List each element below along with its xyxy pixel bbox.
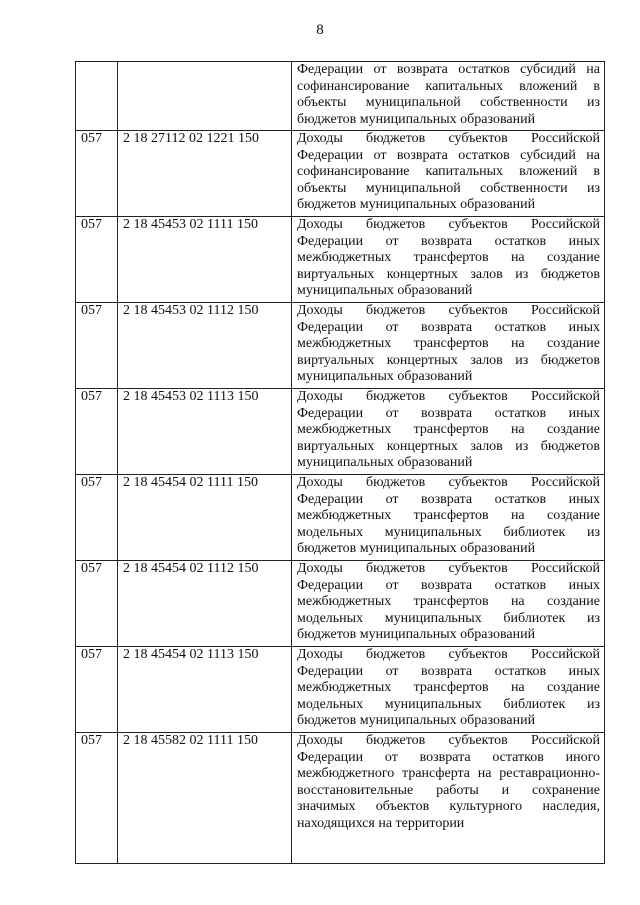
table-row — [76, 131, 605, 217]
table-row — [76, 733, 605, 864]
budget-codes-table — [75, 61, 605, 864]
income-description-cell: Доходы бюджетов субъектов Российской Федерации от возврата остатков иного межбюджетного трансферта на реставрационно-восстановительные работы и сохранение значимых объектов культурного наследия, находящихся на территории — [292, 733, 605, 864]
page-number: 8 — [316, 22, 324, 38]
income-description-cell: Доходы бюджетов субъектов Российской Федерации от возврата остатков иных межбюджетных трансфертов на создание модельных муниципальных библиотек из бюджетов муниципальных образований — [292, 647, 605, 733]
admin-code-cell: 057 — [76, 733, 118, 864]
budget-classification-code-cell — [118, 62, 292, 131]
income-description-cell: Доходы бюджетов субъектов Российской Федерации от возврата остатков иных межбюджетных трансфертов на создание виртуальных концертных залов из бюджетов муниципальных образований — [292, 303, 605, 389]
table-row — [76, 475, 605, 561]
income-description-cell: Федерации от возврата остатков субсидий на софинансирование капитальных вложений в объекты муниципальной собственности из бюджетов муниципальных образований — [292, 62, 605, 131]
income-description-cell: Доходы бюджетов субъектов Российской Федерации от возврата остатков иных межбюджетных трансфертов на создание модельных муниципальных библиотек из бюджетов муниципальных образований — [292, 475, 605, 561]
table-row — [76, 389, 605, 475]
table-row — [76, 62, 605, 131]
budget-classification-code-cell: 2 18 45454 02 1111 150 — [118, 475, 292, 561]
admin-code-cell: 057 — [76, 389, 118, 475]
admin-code-cell: 057 — [76, 303, 118, 389]
admin-code-cell — [76, 62, 118, 131]
income-description-cell: Доходы бюджетов субъектов Российской Федерации от возврата остатков иных межбюджетных трансфертов на создание модельных муниципальных библиотек из бюджетов муниципальных образований — [292, 561, 605, 647]
budget-classification-code-cell: 2 18 45454 02 1113 150 — [118, 647, 292, 733]
table-row — [76, 647, 605, 733]
budget-classification-code-cell: 2 18 45454 02 1112 150 — [118, 561, 292, 647]
table-row — [76, 561, 605, 647]
table-row — [76, 303, 605, 389]
budget-classification-code-cell: 2 18 27112 02 1221 150 — [118, 131, 292, 217]
budget-classification-code-cell: 2 18 45582 02 1111 150 — [118, 733, 292, 864]
admin-code-cell: 057 — [76, 217, 118, 303]
table-row — [76, 217, 605, 303]
admin-code-cell: 057 — [76, 475, 118, 561]
admin-code-cell: 057 — [76, 131, 118, 217]
admin-code-cell: 057 — [76, 561, 118, 647]
budget-classification-code-cell: 2 18 45453 02 1111 150 — [118, 217, 292, 303]
budget-classification-code-cell: 2 18 45453 02 1112 150 — [118, 303, 292, 389]
income-description-cell: Доходы бюджетов субъектов Российской Федерации от возврата остатков иных межбюджетных трансфертов на создание виртуальных концертных залов из бюджетов муниципальных образований — [292, 217, 605, 303]
income-description-cell: Доходы бюджетов субъектов Российской Федерации от возврата остатков субсидий на софинансирование капитальных вложений в объекты муниципальной собственности из бюджетов муниципальных образований — [292, 131, 605, 217]
admin-code-cell: 057 — [76, 647, 118, 733]
budget-classification-code-cell: 2 18 45453 02 1113 150 — [118, 389, 292, 475]
income-description-cell: Доходы бюджетов субъектов Российской Федерации от возврата остатков иных межбюджетных трансфертов на создание виртуальных концертных залов из бюджетов муниципальных образований — [292, 389, 605, 475]
